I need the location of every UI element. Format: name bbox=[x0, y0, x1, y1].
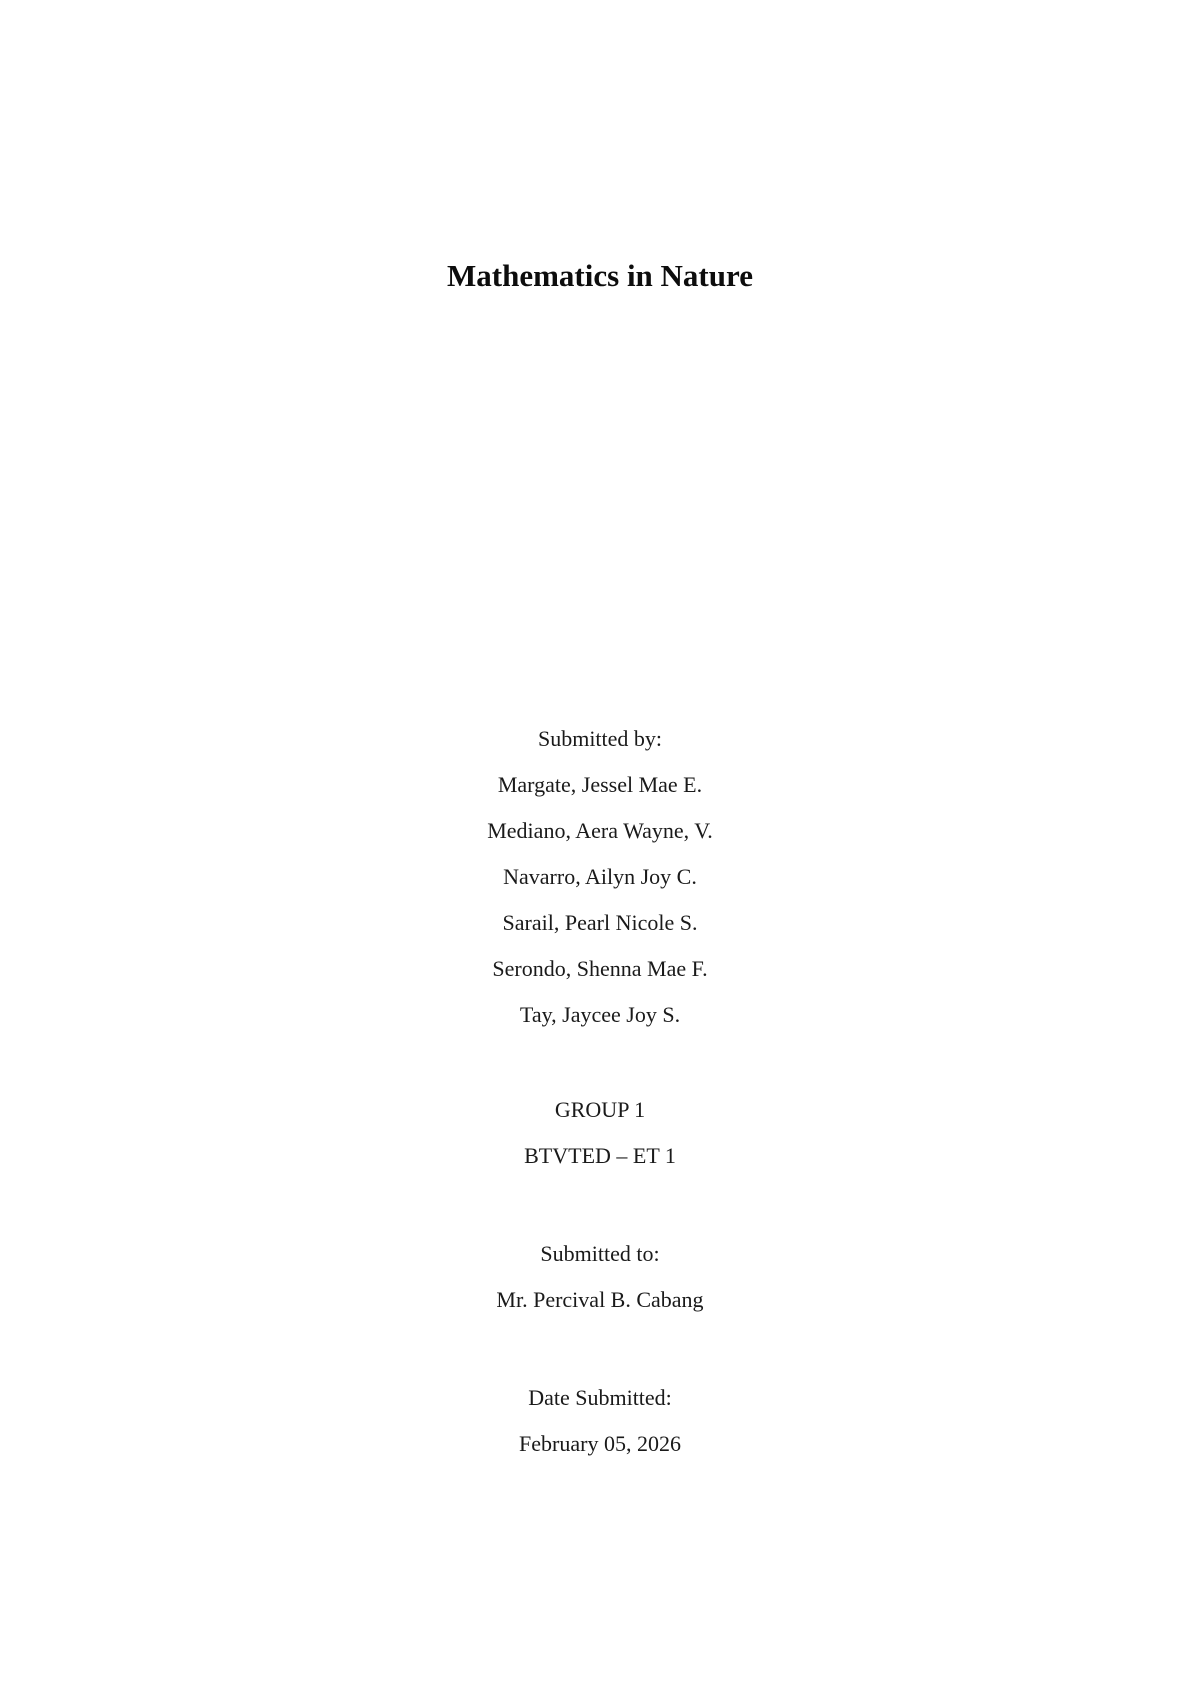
member-name: Navarro, Ailyn Joy C. bbox=[503, 864, 697, 889]
document-title: Mathematics in Nature bbox=[447, 258, 753, 293]
submitted-by-section bbox=[0, 716, 1200, 1038]
date-submitted-value: February 05, 2026 bbox=[519, 1431, 681, 1456]
instructor-name: Mr. Percival B. Cabang bbox=[496, 1287, 704, 1312]
member-name: Mediano, Aera Wayne, V. bbox=[487, 818, 713, 843]
member-name: Tay, Jaycee Joy S. bbox=[519, 1002, 681, 1027]
member-name: Serondo, Shenna Mae F. bbox=[492, 956, 708, 981]
date-submitted-label: Date Submitted: bbox=[528, 1385, 672, 1410]
group-section bbox=[0, 1087, 1200, 1179]
submitted-to-label: Submitted to: bbox=[540, 1241, 660, 1266]
member-name: Sarail, Pearl Nicole S. bbox=[502, 910, 698, 935]
section-label: BTVTED – ET 1 bbox=[524, 1143, 676, 1168]
submitted-to-section bbox=[0, 1231, 1200, 1323]
date-section bbox=[0, 1375, 1200, 1467]
submitted-by-label: Submitted by: bbox=[537, 726, 663, 751]
group-label: GROUP 1 bbox=[554, 1097, 646, 1122]
member-name: Margate, Jessel Mae E. bbox=[497, 772, 703, 797]
